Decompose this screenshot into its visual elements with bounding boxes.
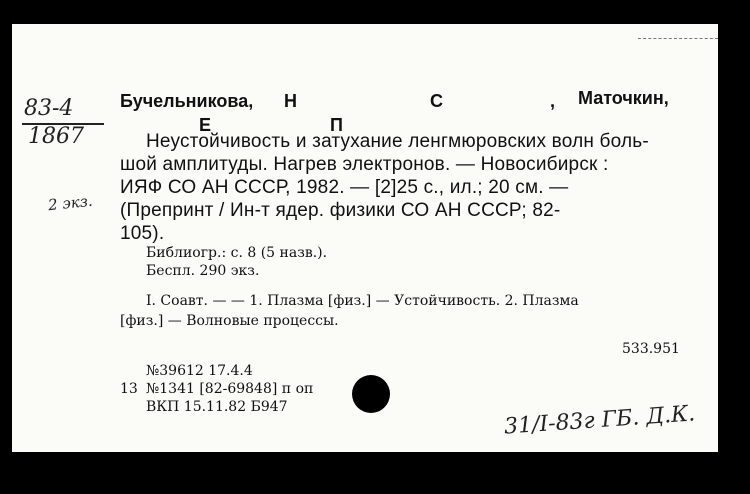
footer-line-3: ВКП 15.11.82 Б947 <box>146 399 288 415</box>
udc-number: 533.951 <box>622 341 680 357</box>
call-number-top: 83-4 <box>24 96 74 121</box>
title-line-4: (Препринт / Ин-т ядер. физики СО АН СССР; 82- <box>120 200 561 221</box>
footer-line-2: №1341 [82-69848] п оп <box>146 381 314 397</box>
title-line-2: шой амплитуды. Нагрев электронов. — Новосибирск : <box>120 154 609 175</box>
punch-hole <box>352 375 390 413</box>
title-line-5: 105). <box>120 223 165 244</box>
footer-line-1: №39612 17.4.4 <box>146 363 253 379</box>
author-initial-2: С <box>430 91 443 111</box>
note-bibliography: Библиогр.: с. 8 (5 назв.). <box>146 245 328 261</box>
title-line-3: ИЯФ СО АН СССР, 1982. — [2]25 с., ил.; 20 см. — <box>120 177 569 198</box>
catalog-card <box>12 24 718 452</box>
initials-e: Е <box>199 115 212 135</box>
author-initial-1: Н <box>284 91 297 111</box>
title-line-1: Неустойчивость и затухание ленгмюровских волн боль- <box>146 131 649 152</box>
handwritten-date: 31/I-83г ГБ. Д.К. <box>503 401 696 440</box>
author-surname: Бучельникова, <box>120 91 254 111</box>
call-number-bottom: 1867 <box>28 124 84 149</box>
copies-note: 2 экз. <box>47 191 94 215</box>
coauthor-surname: Маточкин, <box>578 88 669 108</box>
subject-line-2: [физ.] — Волновые процессы. <box>120 313 339 329</box>
note-print-run: Беспл. 290 экз. <box>146 263 260 279</box>
card-top-edge-line <box>638 38 718 39</box>
footer-line-2-prefix: 13 <box>120 381 138 397</box>
author-comma: , <box>550 91 556 111</box>
subject-line-1: I. Соавт. — — 1. Плазма [физ.] — Устойчивость. 2. Плазма <box>146 293 579 309</box>
initials-p: П <box>330 115 343 135</box>
